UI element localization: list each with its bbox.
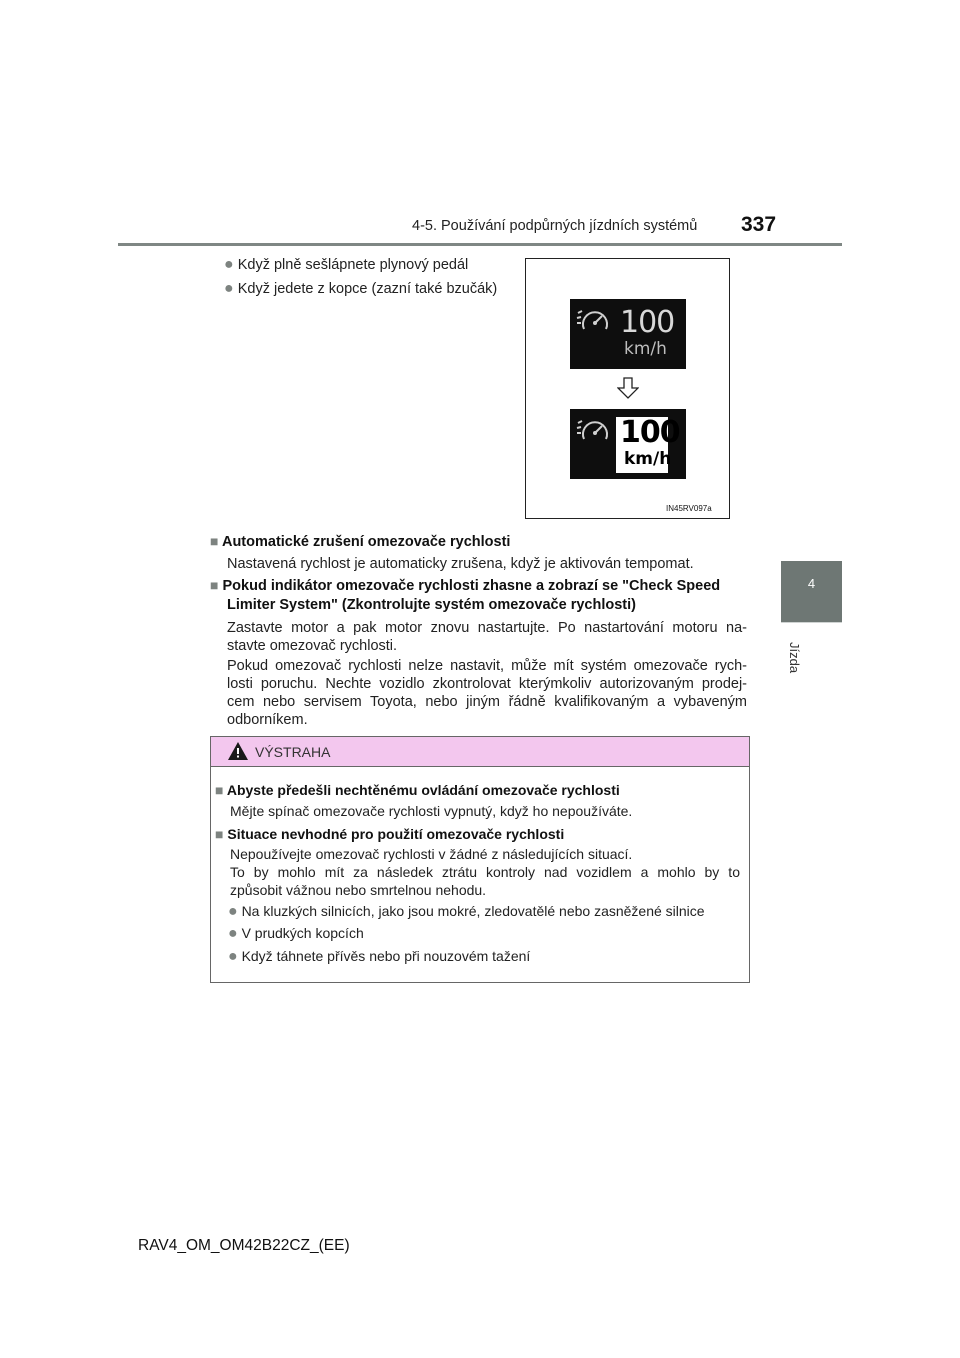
paragraph-line: Pokud omezovač rychlosti nelze nastavit, může mít systém omezovače rych- [227,658,747,674]
warning-item-heading-text: Abyste předešli nechtěnému ovládání omezovače rychlosti [226,782,620,798]
section-heading-continued: Limiter System" (Zkontrolujte systém omezovače rychlosti) [227,597,636,613]
list-item-text: Když plně sešlápnete plynový pedál [237,257,469,273]
document-code: RAV4_OM_OM42B22CZ_(EE) [138,1237,350,1254]
paragraph-line: cem nebo servisem Toyota, nebo jiným řádně kvalifikovaným a vybaveným [227,694,747,710]
warning-item-heading-text: Situace nevhodné pro použití omezovače rychlosti [227,826,565,842]
bullet-dot-icon: ● [228,925,238,942]
section-title: 4-5. Používání podpůrných jízdních systémů [412,218,698,234]
bullet-dot-icon: ● [224,256,234,273]
paragraph: Nastavená rychlost je automaticky zrušena, když je aktivován tempomat. [227,556,694,572]
figure-code: IN45RV097a [666,504,712,513]
bullet-dot-icon: ● [228,903,238,920]
speed-limiter-gauge-icon [576,417,612,443]
bullet-dot-icon: ● [224,280,234,297]
square-bullet-icon: ■ [210,577,219,593]
warning-item-text: Mějte spínač omezovače rychlosti vypnutý, když ho nepoužíváte. [230,803,633,819]
warning-item-heading [215,782,620,798]
speed-display-normal [570,299,686,369]
section-heading [210,533,510,550]
square-bullet-icon: ■ [210,533,219,549]
paragraph-line: To by mohlo mít za následek ztrátu kontroly nad vozidlem a mohlo by to [230,864,740,880]
paragraph-line: odborníkem. [227,712,308,728]
paragraph-line: stavte omezovač rychlosti. [227,638,398,654]
speed-value: 100 [620,415,680,450]
speed-unit: km/h [624,339,667,359]
warning-header [211,737,749,767]
list-item [224,256,468,274]
chapter-number: 4 [807,576,816,591]
speed-value: 100 [620,305,675,340]
down-arrow-icon [617,377,639,399]
page-number: 337 [741,213,777,236]
paragraph-line: Zastavte motor a pak motor znovu nastartujte. Po nastartování motoru na- [227,620,747,636]
section-heading-text: Automatické zrušení omezovače rychlosti [221,534,511,550]
chapter-tab [781,561,842,622]
chapter-tab-divider [781,622,842,623]
warning-item-text [230,845,740,899]
paragraph-line: losti poruchu. Nechte vozidlo zkontrolovat kterýmkoliv autorizovaným prodej- [227,676,747,692]
paragraph-line: Nepoužívejte omezovač rychlosti v žádné z následujících situací. [230,846,633,862]
paragraph-line: způsobit vážnou nebo smrtelnou nehodu. [230,882,487,898]
list-item-text: Když táhnete přívěs nebo při nouzovém tažení [241,948,531,964]
speed-display-highlighted [570,409,686,479]
list-item-text: Když jedete z kopce (zazní také bzučák) [237,281,498,297]
warning-item-heading [215,826,564,842]
warning-title: VÝSTRAHA [255,744,331,760]
list-item [228,903,705,921]
square-bullet-icon: ■ [215,782,224,798]
list-item [228,925,364,943]
list-item-text: Na kluzkých silnicích, jako jsou mokré, zledovatělé nebo zasněžené silnice [241,903,705,919]
speed-unit: km/h [624,449,672,469]
speed-display-figure [525,258,730,519]
section-heading-text: Pokud indikátor omezovače rychlosti zhasne a zobrazí se "Check Speed [222,578,721,594]
speed-limiter-gauge-icon [576,307,612,333]
list-item-text: V prudkých kopcích [241,925,364,941]
warning-box [210,736,750,983]
list-item [228,948,530,966]
warning-triangle-icon [227,741,249,761]
section-heading [210,577,720,594]
paragraph [227,619,747,655]
chapter-label: Jízda [787,642,802,674]
bullet-dot-icon: ● [228,948,238,965]
list-item [224,280,497,298]
header-rule [118,243,842,246]
square-bullet-icon: ■ [215,826,224,842]
paragraph [227,657,747,729]
